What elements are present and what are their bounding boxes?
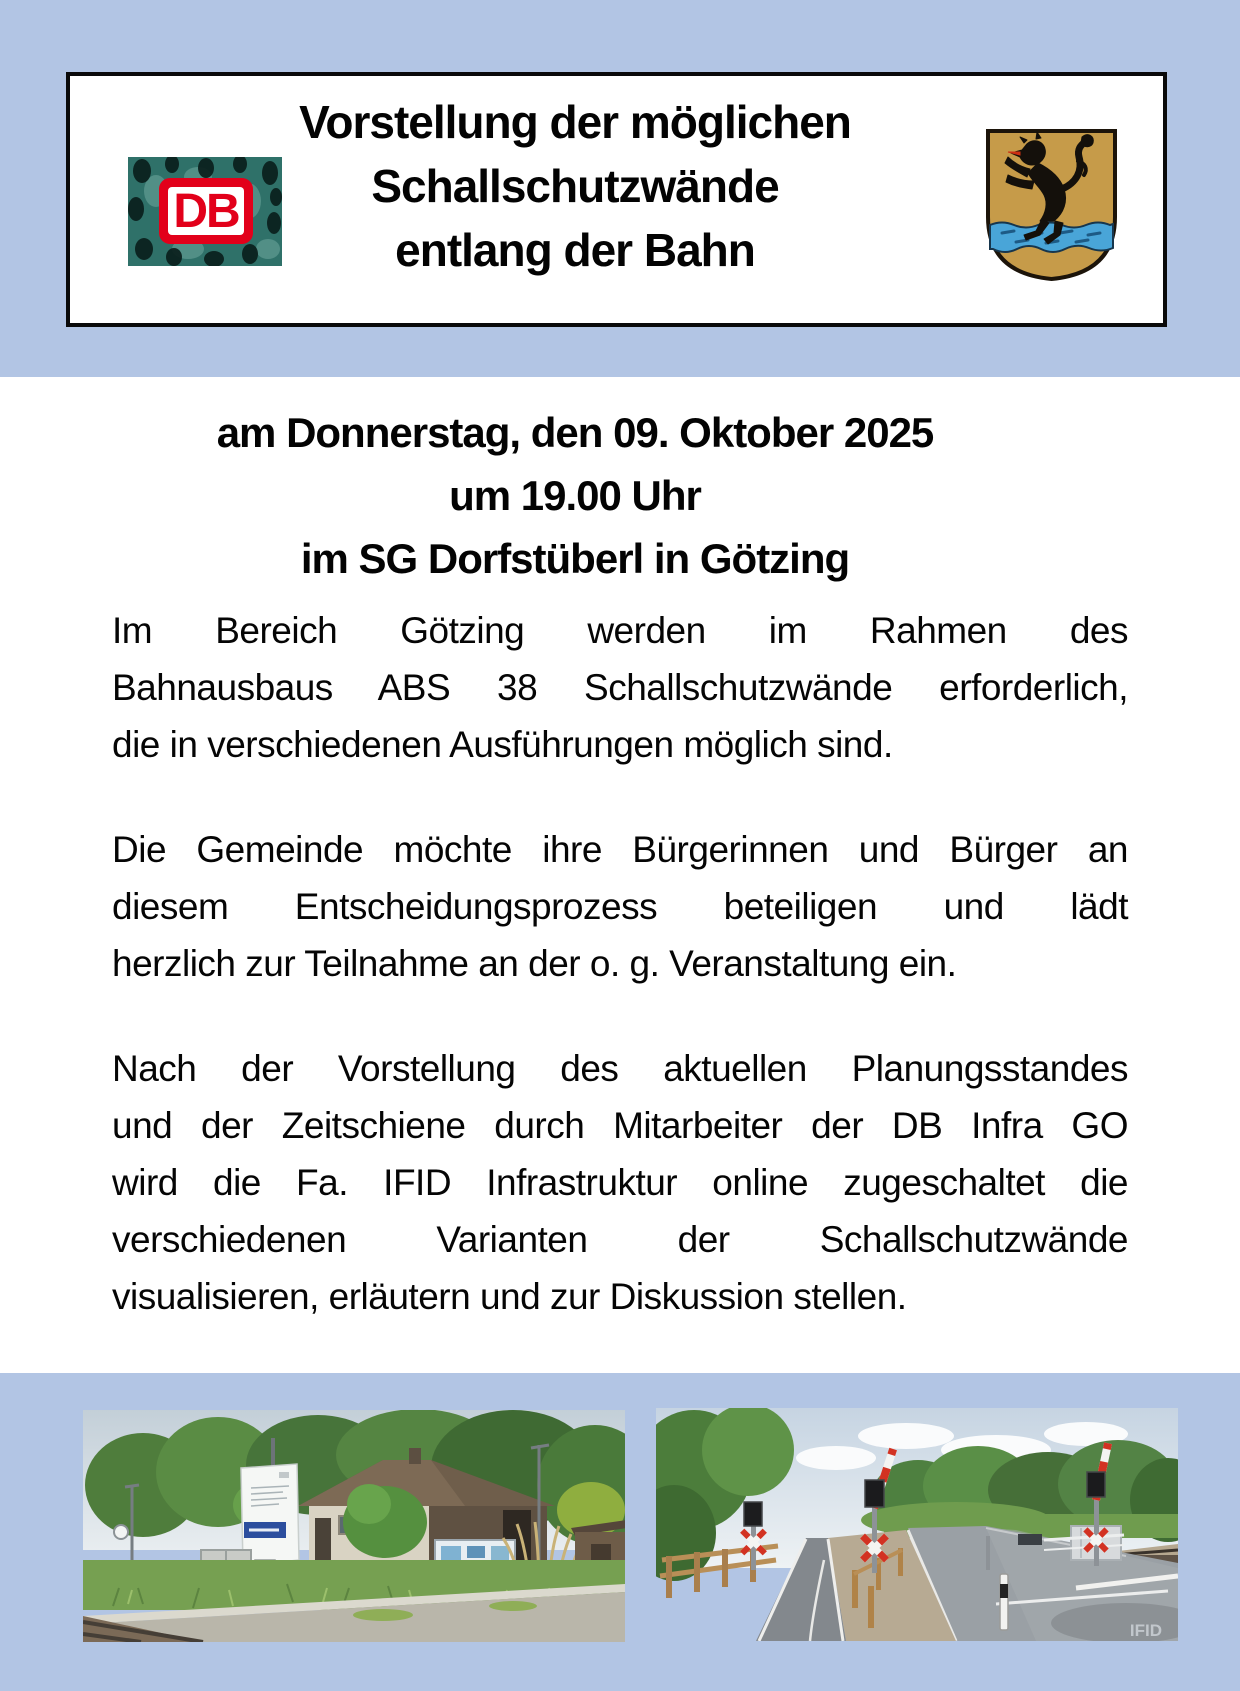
- db-logo-text: DB: [173, 185, 239, 238]
- page-title-line: Schallschutzwände: [371, 160, 779, 212]
- event-time-line: um 19.00 Uhr: [449, 472, 701, 519]
- text-line: visualisieren, erläutern und zur Diskussion stellen.: [112, 1276, 907, 1317]
- body-text: [112, 602, 1128, 1325]
- page-title-line: Vorstellung der möglichen: [299, 96, 851, 148]
- header-box: [66, 72, 1167, 327]
- station-photo: [83, 1410, 625, 1642]
- text-line: Bahnausbaus ABS 38 Schallschutzwände erforderlich,: [112, 667, 1128, 708]
- top-band: [0, 0, 1240, 377]
- text-line: Die Gemeinde möchte ihre Bürgerinnen und Bürger an: [112, 829, 1128, 870]
- delineator-post: [1000, 1574, 1008, 1630]
- text-line: Nach der Vorstellung des aktuellen Planungsstandes: [112, 1048, 1128, 1089]
- event-location-line: im SG Dorfstüberl in Götzing: [300, 535, 850, 582]
- text-line: die in verschiedenen Ausführungen möglich sind.: [112, 724, 893, 765]
- page-title-line: entlang der Bahn: [395, 224, 755, 276]
- text-line: Im Bereich Götzing werden im Rahmen des: [112, 610, 1128, 651]
- text-line: wird die Fa. IFID Infrastruktur online zugeschaltet die: [112, 1162, 1128, 1203]
- text-line: herzlich zur Teilnahme an der o. g. Veranstaltung ein.: [112, 943, 957, 984]
- body-section: [0, 377, 1240, 1373]
- paragraph-3: [112, 1040, 1128, 1325]
- paragraph-1: [112, 602, 1128, 773]
- photo-watermark: IFID: [1129, 1621, 1162, 1640]
- event-date-line: am Donnerstag, den 09. Oktober 2025: [216, 409, 934, 456]
- crossing-photo: [656, 1408, 1178, 1641]
- page-title: [216, 90, 934, 282]
- coat-of-arms-icon: [980, 125, 1123, 285]
- text-line: verschiedenen Varianten der Schallschutzwände: [112, 1219, 1128, 1260]
- paragraph-2: [112, 821, 1128, 992]
- bottom-band: [0, 1373, 1240, 1691]
- text-line: und der Zeitschiene durch Mitarbeiter der DB Infra GO: [112, 1105, 1128, 1146]
- event-details: [112, 377, 1128, 590]
- text-line: diesem Entscheidungsprozess beteiligen und lädt: [112, 886, 1128, 927]
